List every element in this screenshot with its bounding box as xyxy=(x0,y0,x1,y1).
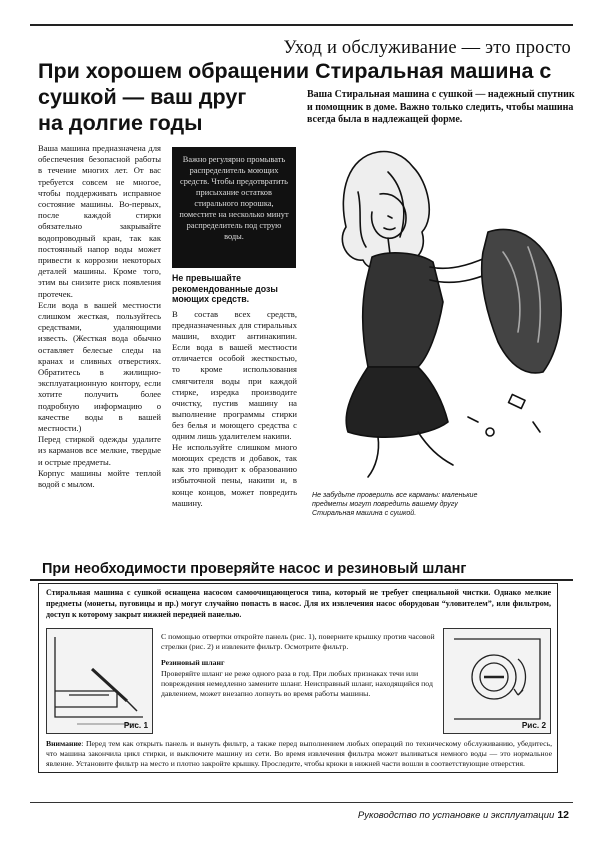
filter-instructions: С помощью отвертки откройте панель (рис. 1), поверните крышку против часовой стрелки (рис. 2) и извлеките фильтр. Осмотрите фильтр. xyxy=(161,632,435,652)
column-2-paragraph: Не используйте слишком много моющих средств и добавок, так как это приводит к образованию избыточной пены, накипи и, в конце концов, может повредить машину. xyxy=(172,442,297,508)
illustration-caption: Не забудьте проверить все карманы: маленькие предметы могут повредить вашему другу Стиральная машина с сушкой. xyxy=(312,491,478,517)
running-title: Уход и обслуживание — это просто xyxy=(283,38,571,58)
woman-checking-pockets-illustration xyxy=(318,132,575,482)
headline-line-1: При хорошем обращении Стиральная машина с xyxy=(38,59,552,83)
subheadline: Ваша Стиральная машина с сушкой — надежный спутник и помощник в доме. Важно только следить, чтобы машина всегда была в надлежащей форме. xyxy=(307,89,575,125)
column-1-paragraph: Если вода в вашей местности слишком жесткая, пользуйтесь средствами, удаляющими известь. (Жесткая вода обычно оставляет белесые следы на кранах и сливных отверстиях. Обратитесь в жилищно-эксплуатационную контору, если хотите получить более подробную информацию о качестве воды в вашей местности.) xyxy=(38,299,161,434)
section-rule xyxy=(30,579,573,581)
detergent-heading: Не превышайте рекомендованные дозы моющих средств. xyxy=(172,273,278,304)
hose-text: Проверяйте шланг не реже одного раза в год. При любых признаках течи или повреждения немедленно замените шланг. Неисправный шланг, находящийся под давлением, может внезапно лопнуть во время работы машины. xyxy=(161,668,433,699)
dispenser-note-box: Важно регулярно промывать распределитель моющих средств. Чтобы предотвратить присыхание остатков стирального порошка, поместите на несколько минут распределитель под струю воды. xyxy=(172,147,296,268)
warning-label: Внимание xyxy=(46,739,82,748)
footer-rule xyxy=(30,802,573,803)
column-1-paragraph: Ваша машина предназначена для обеспечения безопасной работы в течение многих лет. От вас требуется совсем не многое, чтобы поддерживать исправное состояние машины. Во-первых, после каждой стирки обязательно закрывайте водопроводный кран, так как постоянный напор воды может привести к коррозии некоторых деталей машины. Кроме того, этим вы снизите риск появления протечек. xyxy=(38,143,161,299)
page-footer xyxy=(358,809,569,821)
pump-section-title: При необходимости проверяйте насос и резиновый шланг xyxy=(42,561,467,577)
column-1-paragraph: Перед стиркой одежды удалите из карманов все мелкие, твердые и острые предметы. xyxy=(38,434,161,467)
filter-cap-illustration xyxy=(444,629,550,733)
headline-line-2: сушкой — ваш друг xyxy=(38,85,247,109)
panel-screwdriver-illustration xyxy=(47,629,152,733)
figure-1-open-panel xyxy=(46,628,153,734)
footer-text: Руководство по установке и эксплуатации xyxy=(357,810,555,821)
column-1-paragraph: Корпус машины мойте теплой водой с мылом. xyxy=(38,467,161,490)
figure-2-filter-cap xyxy=(443,628,551,734)
column-1 xyxy=(38,143,161,490)
warning-note xyxy=(46,739,552,769)
column-2 xyxy=(172,309,297,509)
figure-1-label: Рис. 1 xyxy=(123,721,148,730)
warning-text: : Перед тем как открыть панель и вынуть фильтр, а также перед выполнением любых операций по техническому обслуживанию, убедитесь, что машина закончила цикл стирки, и выключите машину из сети. Во время извлечения фильтра может выливаться немного воды — это нормальное явление. Установите фильтр на место и плотно закройте крышку. Проследите, чтобы крюки в нижней части вошли в соответствующие отверстия. xyxy=(46,739,552,769)
top-rule xyxy=(30,24,573,26)
page-number: 12 xyxy=(557,809,569,821)
headline-line-3: на долгие годы xyxy=(38,111,203,135)
pump-intro-text: Стиральная машина с сушкой оснащена насосом самоочищающегося типа, который не требует специальной чистки. Однако мелкие предметы (монеты, пуговицы и пр.) могут случайно попасть в насос. Для их извлечения насос оборудован “уловителем”, или фильтром, доступ к которому закрыт нижней передней панелью. xyxy=(46,588,551,619)
column-2-paragraph: В состав всех средств, предназначенных для стиральных машин, входит антинакипин. Если вода в вашей местности отличается особой жесткостью, то кроме использования смягчителя воды при каждой стирке, изредка производите очистку, пустив машину на выполнение программы стирки без белья и моющего средства с одним лишь удалителем накипи. xyxy=(172,309,297,442)
hose-heading: Резиновый шланг xyxy=(161,658,225,668)
pump-instructions xyxy=(161,632,437,699)
figure-2-label: Рис. 2 xyxy=(521,721,546,730)
